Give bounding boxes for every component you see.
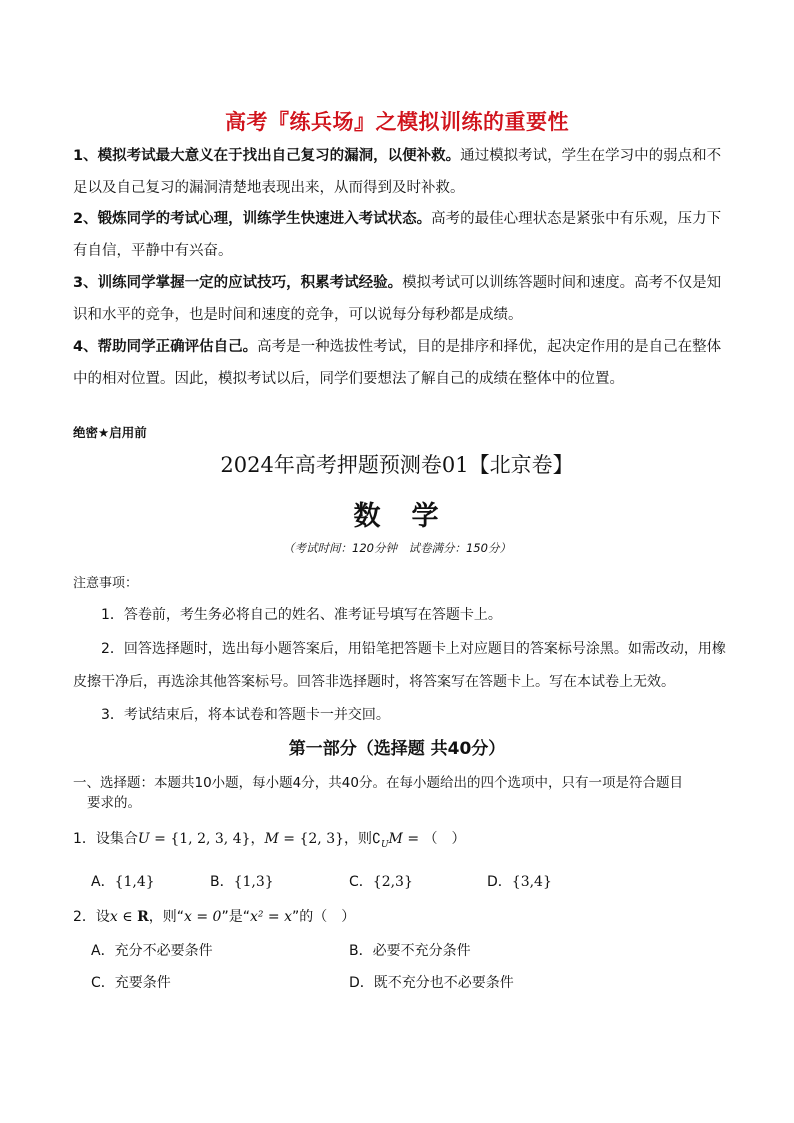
q2-condition-1: x = 0 [184,909,222,925]
option-value: 必要不充分条件 [372,943,471,959]
subject-title: 数 学 [353,501,441,532]
exam-title: 2024年高考押题预测卷01【北京卷】 [220,453,574,477]
intro-paragraph-3 [73,267,728,331]
question-2-stem [73,906,355,926]
notice-item-3: 3．考试结束后，将本试卷和答题卡一并交回。 [101,707,390,723]
q2-prefix: 2．设 [73,909,110,925]
q2-mid: ，则“ [148,909,184,925]
q1-option-d[interactable] [487,871,552,891]
option-value: 充要条件 [114,975,171,991]
q1-option-b[interactable] [210,871,274,891]
option-value: {3,4} [511,874,552,890]
notice-heading: 注意事项： [73,576,139,591]
q1-var-m2: M [388,831,403,847]
q1-mid: ，则 [344,831,373,847]
intro-4-bold: 4、帮助同学正确评估自己。 [73,339,258,355]
option-value: 充分不必要条件 [114,943,213,959]
q2-option-c[interactable] [91,972,171,992]
option-label: A． [91,874,115,890]
option-label: B． [349,943,373,959]
q2-condition-2: x² = x [249,909,292,925]
q2-real-set: R [137,909,149,925]
q1-option-a[interactable] [91,871,155,891]
q2-end: ”的（ ） [292,909,356,925]
q2-option-d[interactable] [349,972,514,992]
q1-set-u: = {1, 2, 3, 4} [149,831,251,847]
notice-item-2: 2．回答选择题时，选出每小题答案后，用铅笔把答题卡上对应题目的答案标号涂黑。如需改动，用橡皮擦干净后，再选涂其他答案标号。回答非选择题时，将答案写在答题卡上。写在本试卷上无效。 [73,641,726,690]
option-label: C． [349,874,373,890]
notice-item-1: 1．答卷前，考生务必将自己的姓名、准考证号填写在答题卡上。 [101,607,502,623]
option-label: D． [487,874,512,890]
q1-sep: ， [250,831,265,847]
intro-2-bold: 2、锻炼同学的考试心理，训练学生快速进入考试状态。 [73,211,432,227]
option-value: {2,3} [372,874,413,890]
question-1-stem [73,828,466,850]
confidential-label: 绝密★启用前 [73,425,147,440]
q1-prefix: 1．设集合 [73,831,138,847]
intro-paragraph-2 [73,203,728,267]
q1-complement-symbol: ∁ [372,831,381,847]
intro-4-text: 高考是一种选拔性考试，目的是排序和择优，起决定作用的是自己在整体中的相对位置。因此，模拟考试以后，同学们要想法了解自己的成绩在整体中的位置。 [73,339,722,387]
option-label: C． [91,975,115,991]
exam-info: （考试时间：120分钟 试卷满分：150分） [283,541,511,555]
option-label: D． [349,975,374,991]
q1-set-m: = {2, 3} [278,831,345,847]
intro-1-bold: 1、模拟考试最大意义在于找出自己复习的漏洞，以便补救。 [73,148,461,164]
q1-complement-sub: U [380,839,389,850]
q1-end: = （ ） [402,831,466,847]
intro-1-text: 通过模拟考试，学生在学习中的弱点和不足以及自己复习的漏洞清楚地表现出来，从而得到及时补救。 [73,148,722,196]
intro-3-bold: 3、训练同学掌握一定的应试技巧，积累考试经验。 [73,275,403,291]
option-value: {1,4} [114,874,155,890]
q2-in-symbol: ∈ [117,909,138,925]
q1-var-m: M [264,831,279,847]
q2-mid2: ”是“ [221,909,250,925]
q2-var-x: x [109,909,118,925]
option-label: B． [210,874,234,890]
option-value: 既不充分也不必要条件 [373,975,514,991]
option-value: {1,3} [233,874,274,890]
section-line-2: 要求的。 [87,795,141,811]
q1-var-u: U [137,831,150,847]
intro-3-text: 模拟考试可以训练答题时间和速度。高考不仅是知识和水平的竞争，也是时间和速度的竞争，可以说每分每秒都是成绩。 [73,275,722,323]
page-title: 高考『练兵场』之模拟训练的重要性 [225,110,569,134]
option-label: A． [91,943,115,959]
section-instructions [73,773,728,813]
intro-paragraph-4 [73,331,728,395]
intro-2-text: 高考的最佳心理状态是紧张中有乐观，压力下有自信，平静中有兴奋。 [73,211,722,259]
q2-option-a[interactable] [91,940,213,960]
section-line-1: 一、选择题：本题共10小题，每小题4分，共40分。在每小题给出的四个选项中，只有一项是符合题目 [73,775,683,791]
q1-option-c[interactable] [349,871,413,891]
q2-option-b[interactable] [349,940,471,960]
part-title: 第一部分（选择题 共40分） [288,739,506,759]
intro-paragraph-1 [73,140,728,204]
